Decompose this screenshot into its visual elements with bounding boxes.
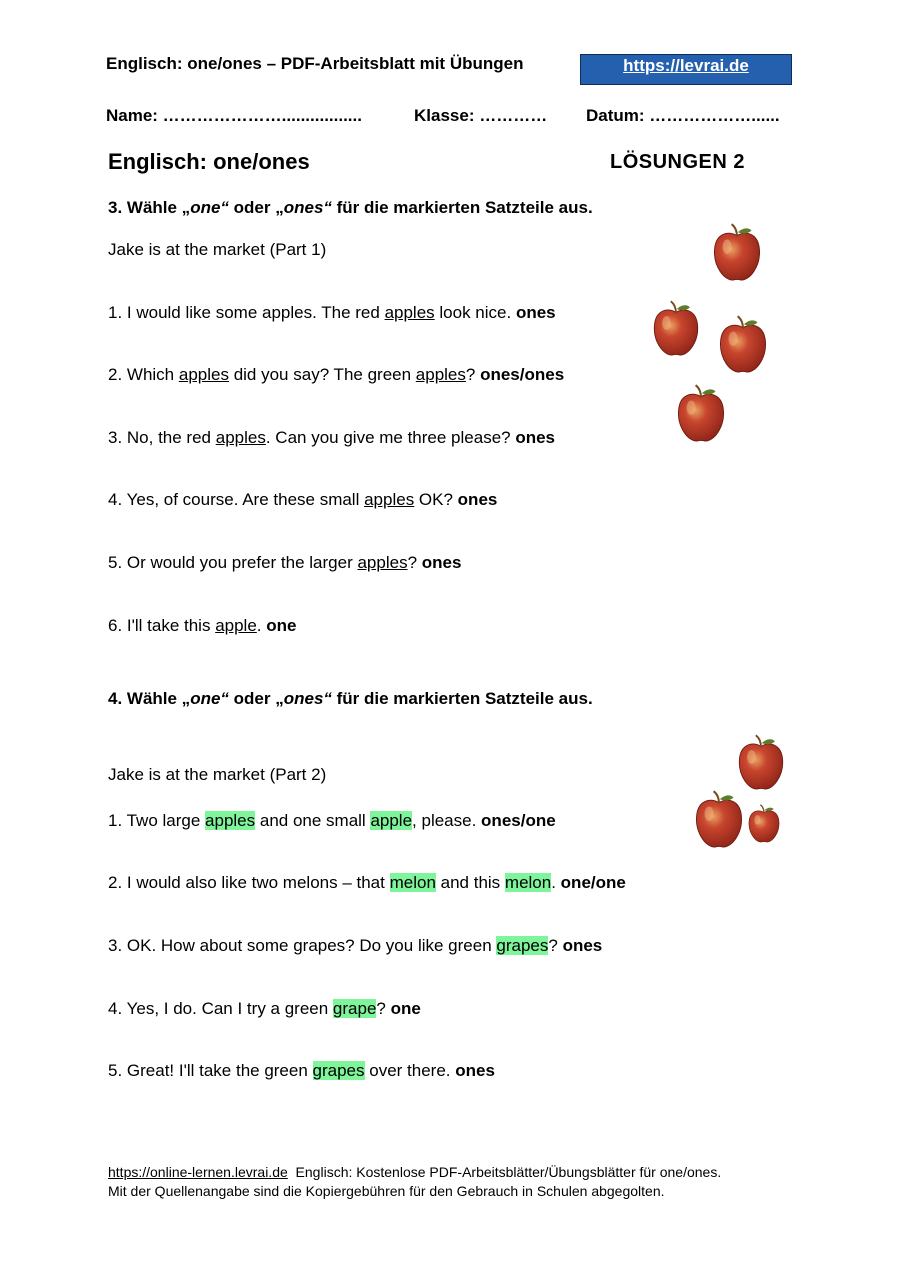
- apple-icon: [710, 222, 764, 284]
- task3-heading: 3. Wähle „one“ oder „ones“ für die markierten Satzteile aus.: [108, 198, 593, 217]
- task4-item-3: 3. OK. How about some grapes? Do you like green grapes? ones: [108, 936, 603, 955]
- task3-item-4: 4. Yes, of course. Are these small apples OK? ones: [108, 490, 498, 509]
- header-title: Englisch: one/ones – PDF-Arbeitsblatt mit Übungen: [106, 54, 524, 73]
- klasse-field: Klasse: …………: [414, 106, 548, 125]
- apple-icon: [674, 383, 728, 445]
- apple-icon: [735, 732, 787, 794]
- task3-item-3: 3. No, the red apples. Can you give me three please? ones: [108, 428, 556, 447]
- task3-intro: Jake is at the market (Part 1): [108, 240, 327, 259]
- task4-item-5: 5. Great! I'll take the green grapes over there. ones: [108, 1061, 495, 1080]
- task3-item-6: 6. I'll take this apple. one: [108, 616, 297, 635]
- apple-icon: [716, 314, 770, 376]
- task4-item-4: 4. Yes, I do. Can I try a green grape? one: [108, 999, 421, 1018]
- task4-heading: 4. Wähle „one“ oder „ones“ für die markierten Satzteile aus.: [108, 689, 593, 708]
- task3-item-5: 5. Or would you prefer the larger apples? ones: [108, 553, 462, 572]
- task3-item-2: 2. Which apples did you say? The green apples? ones/ones: [108, 365, 565, 384]
- task4-item-1: 1. Two large apples and one small apple, please. ones/one: [108, 811, 556, 830]
- footer-line-2: Mit der Quellenangabe sind die Kopiergebühren für den Gebrauch in Schulen abgegolten.: [108, 1183, 665, 1199]
- page-title: Englisch: one/ones: [108, 149, 310, 174]
- solution-label: LÖSUNGEN 2: [610, 151, 746, 173]
- task4-item-2: 2. I would also like two melons – that melon and this melon. one/one: [108, 873, 626, 892]
- name-field: Name: ………………….................: [106, 106, 362, 125]
- task3-item-1: 1. I would like some apples. The red apples look nice. ones: [108, 303, 556, 322]
- datum-field: Datum: ………………......: [586, 106, 780, 125]
- task4-intro: Jake is at the market (Part 2): [108, 765, 327, 784]
- footer-line-1: https://online-lernen.levrai.de Englisch: Kostenlose PDF-Arbeitsblätter/Übungsblätter für one/ones.: [108, 1164, 722, 1180]
- footer-link[interactable]: https://online-lernen.levrai.de: [108, 1164, 288, 1180]
- apple-icon: [650, 298, 702, 360]
- site-link-badge[interactable]: [580, 54, 792, 85]
- apple-icon: [692, 788, 746, 852]
- site-link[interactable]: https://levrai.de: [623, 56, 749, 75]
- apple-icon: [746, 802, 782, 846]
